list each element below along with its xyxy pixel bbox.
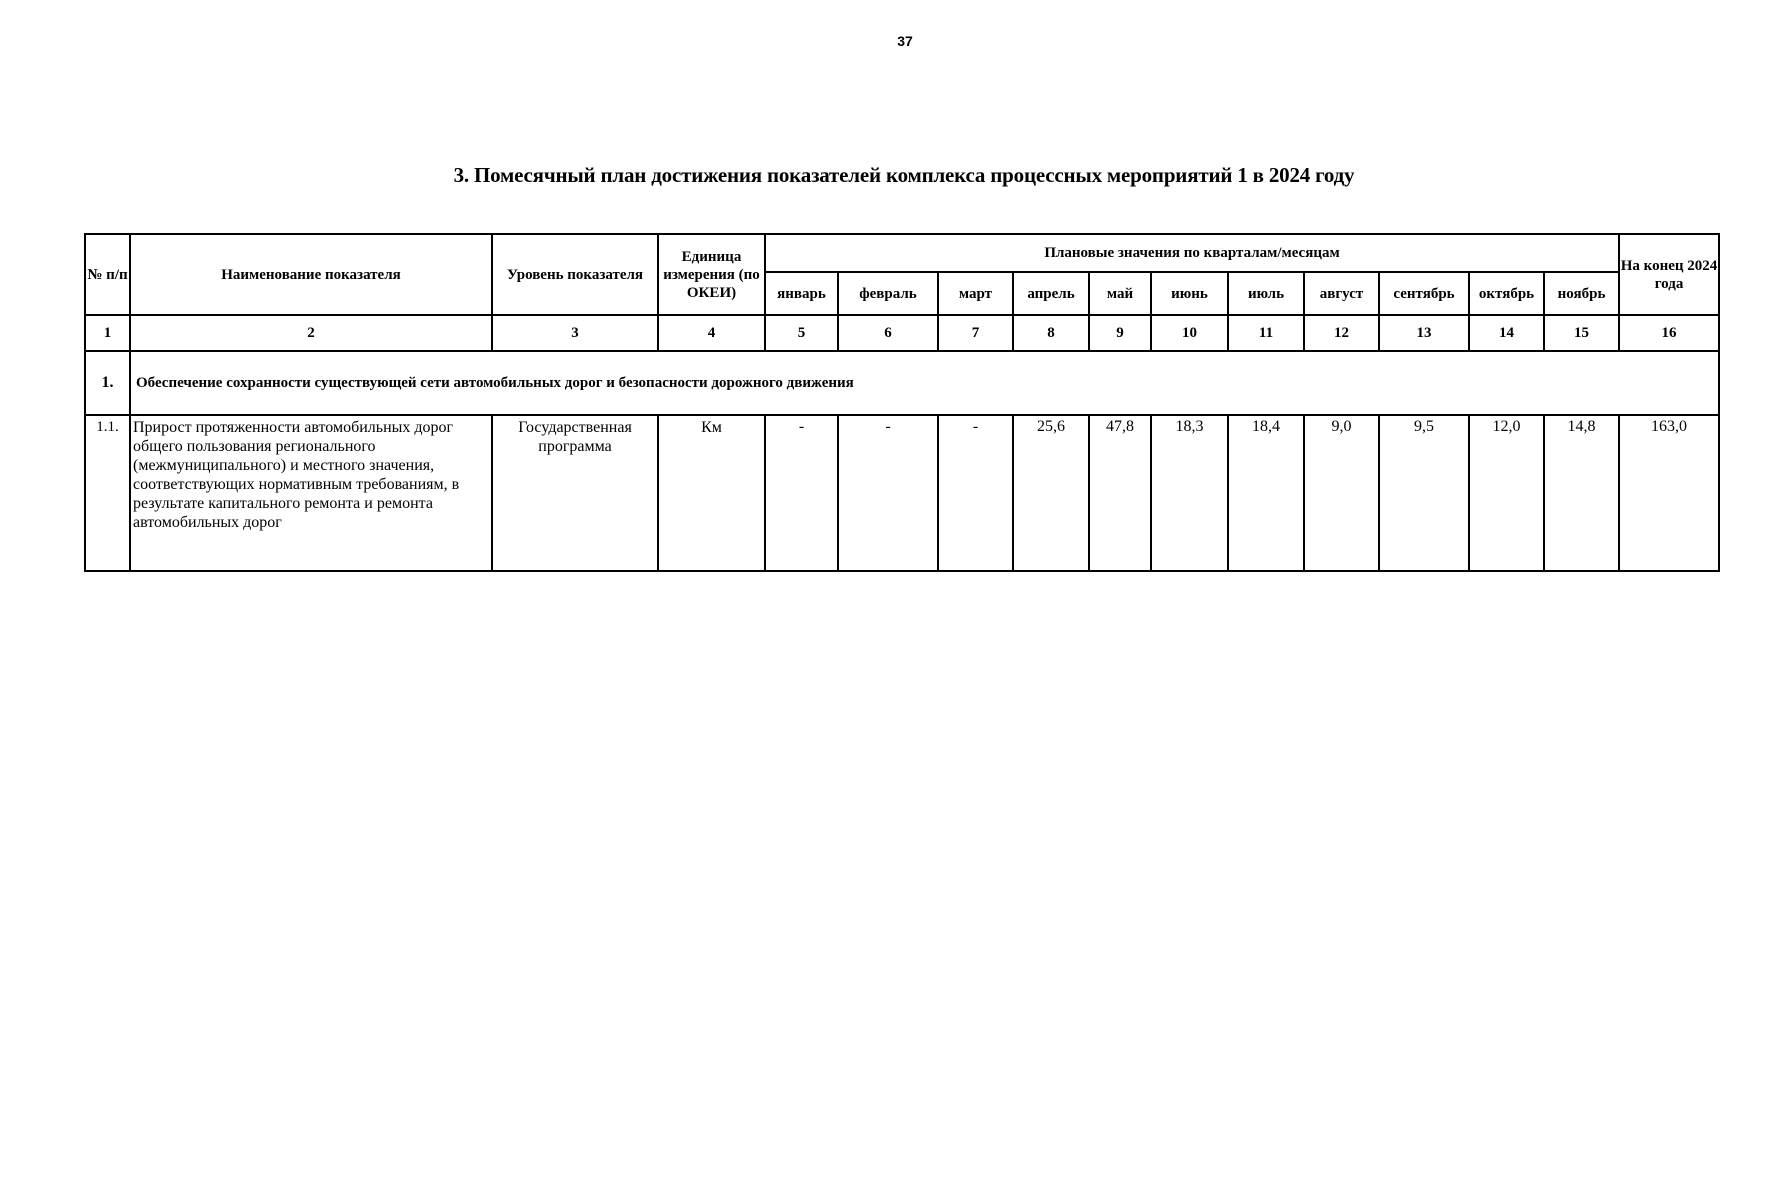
header-month: июль	[1228, 272, 1304, 315]
month-value: 9,0	[1304, 415, 1379, 571]
column-number: 7	[938, 315, 1013, 351]
row-number: 1.1.	[85, 415, 130, 571]
header-month: июнь	[1151, 272, 1228, 315]
header-unit: Единица измерения (по ОКЕИ)	[658, 234, 765, 315]
indicator-name: Прирост протяженности автомобильных дорог общего пользования регионального (межмуниципального) и местного значения, соответствующих нормативным требованиям, в результате капитального ремонта и ремонта автомобильных дорог	[130, 415, 492, 571]
month-value: 18,3	[1151, 415, 1228, 571]
header-num: № п/п	[85, 234, 130, 315]
section-title: Обеспечение сохранности существующей сети автомобильных дорог и безопасности дорожного движения	[130, 351, 1719, 415]
column-number: 9	[1089, 315, 1151, 351]
month-value: 14,8	[1544, 415, 1619, 571]
header-month: январь	[765, 272, 838, 315]
month-value: 47,8	[1089, 415, 1151, 571]
column-number: 13	[1379, 315, 1469, 351]
column-number: 1	[85, 315, 130, 351]
column-number-row	[85, 315, 1719, 351]
header-month: май	[1089, 272, 1151, 315]
header-month: ноябрь	[1544, 272, 1619, 315]
header-level: Уровень показателя	[492, 234, 658, 315]
month-value: 25,6	[1013, 415, 1089, 571]
header-month: февраль	[838, 272, 938, 315]
end-of-year-value: 163,0	[1619, 415, 1719, 571]
column-number: 11	[1228, 315, 1304, 351]
month-value: -	[838, 415, 938, 571]
page-number: 37	[897, 33, 913, 49]
month-value: -	[765, 415, 838, 571]
column-number: 15	[1544, 315, 1619, 351]
section-row	[85, 351, 1719, 415]
header-month: сентябрь	[1379, 272, 1469, 315]
section-number: 1.	[85, 351, 130, 415]
column-number: 2	[130, 315, 492, 351]
header-planned-values: Плановые значения по кварталам/месяцам	[765, 234, 1619, 272]
column-number: 3	[492, 315, 658, 351]
monthly-plan-table	[84, 233, 1720, 572]
column-number: 10	[1151, 315, 1228, 351]
column-number: 6	[838, 315, 938, 351]
unit-of-measure: Км	[658, 415, 765, 571]
column-number: 4	[658, 315, 765, 351]
column-number: 12	[1304, 315, 1379, 351]
month-value: -	[938, 415, 1013, 571]
month-value: 9,5	[1379, 415, 1469, 571]
header-name: Наименование показателя	[130, 234, 492, 315]
table-row	[85, 415, 1719, 571]
indicator-level: Государственная программа	[492, 415, 658, 571]
month-value: 12,0	[1469, 415, 1544, 571]
column-number: 14	[1469, 315, 1544, 351]
column-number: 8	[1013, 315, 1089, 351]
header-month: март	[938, 272, 1013, 315]
column-number: 5	[765, 315, 838, 351]
header-month: август	[1304, 272, 1379, 315]
month-value: 18,4	[1228, 415, 1304, 571]
header-month: апрель	[1013, 272, 1089, 315]
document-title: 3. Помесячный план достижения показателей комплекса процессных мероприятий 1 в 2024 году	[453, 163, 1355, 187]
header-month: октябрь	[1469, 272, 1544, 315]
header-end-of-year: На конец 2024 года	[1619, 234, 1719, 315]
column-number: 16	[1619, 315, 1719, 351]
